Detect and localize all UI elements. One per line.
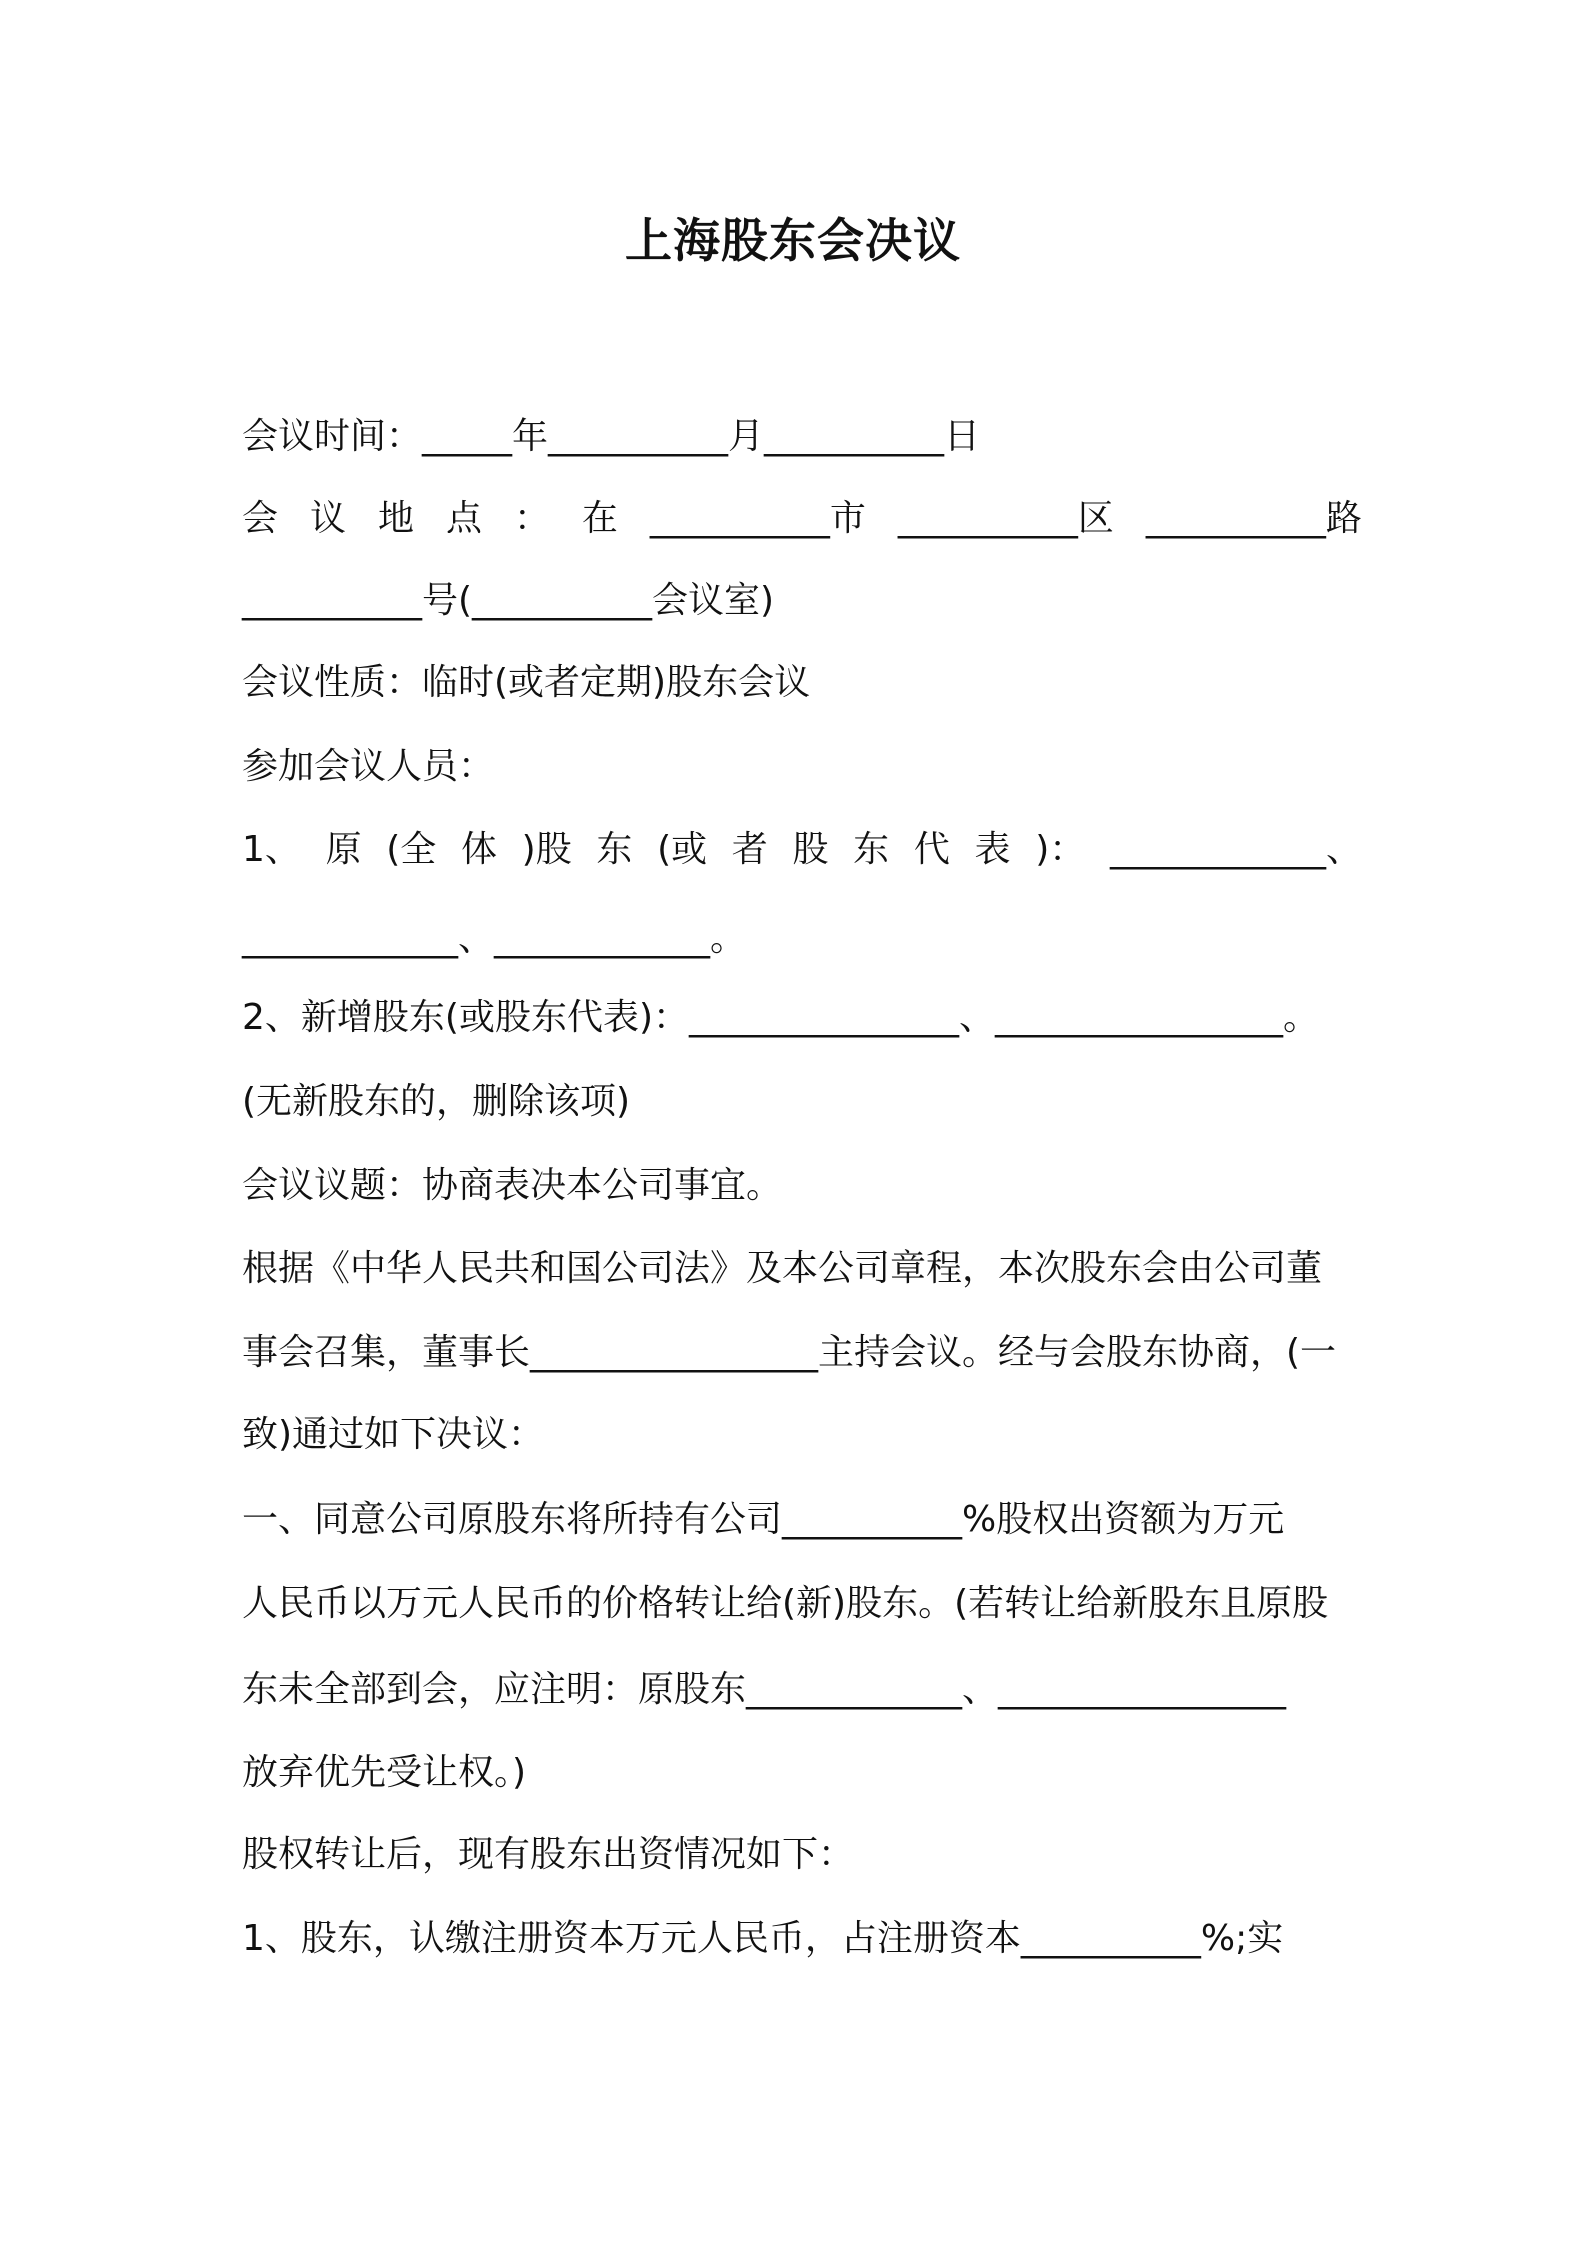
document-title: 上海股东会决议 (625, 214, 961, 269)
attendees-token: )股 (521, 829, 572, 870)
attendees-token: )： (1035, 829, 1086, 870)
meeting-agenda: 会议议题：协商表决本公司事宜。 (242, 1165, 783, 1206)
shareholder1-line: 1、股东，认缴注册资本万元人民币，占注册资本__________%;实 (242, 1918, 1284, 1959)
attendees-blank: ____________、 (1109, 829, 1362, 870)
meeting-place-char: 会 (242, 498, 279, 539)
attendees-token: 代 (913, 829, 950, 870)
meeting-place-road: __________路 (1145, 498, 1362, 539)
attendees-token: 原 (325, 829, 362, 870)
attendees-token: 表 (974, 829, 1011, 870)
meeting-place-char: ： (513, 498, 550, 539)
meeting-place-line2: __________号(__________会议室) (242, 580, 775, 621)
attendees-token: 股 (792, 829, 829, 870)
meeting-place-line1 (242, 495, 1362, 543)
attendees-item2: 2、新增股东(或股东代表)：_______________、________________。 (242, 997, 1319, 1038)
meeting-place-district: __________区 (897, 498, 1114, 539)
basis-line2: 事会召集，董事长________________主持会议。经与会股东协商，(一 (242, 1332, 1337, 1373)
meeting-time: 会议时间：_____年__________月__________日 (242, 416, 981, 457)
meeting-place-char: 地 (377, 498, 414, 539)
attendees-token: 体 (460, 829, 497, 870)
post-transfer-heading: 股权转让后，现有股东出资情况如下： (242, 1834, 855, 1875)
resolution1-line1: 一、同意公司原股东将所持有公司__________%股权出资额为万元 (242, 1499, 1285, 1540)
attendees-token: 者 (731, 829, 768, 870)
attendees-item1-line1 (242, 826, 1362, 874)
attendees-token: 1、 (242, 829, 301, 870)
attendees-item2-note: (无新股东的，删除该项) (242, 1081, 631, 1122)
meeting-place-char: 在 (581, 498, 618, 539)
attendees-heading: 参加会议人员： (242, 746, 495, 787)
attendees-token: (全 (386, 829, 437, 870)
attendees-token: 东 (596, 829, 633, 870)
resolution1-line4: 放弃优先受让权。) (242, 1752, 527, 1793)
attendees-item1-line2: ____________、____________。 (242, 918, 746, 959)
meeting-place-city: __________市 (649, 498, 866, 539)
basis-line3: 致)通过如下决议： (242, 1414, 545, 1455)
attendees-token: (或 (657, 829, 708, 870)
meeting-place-char: 议 (309, 498, 346, 539)
meeting-place-char: 点 (445, 498, 482, 539)
basis-line1: 根据《中华人民共和国公司法》及本公司章程，本次股东会由公司董 (242, 1248, 1323, 1289)
attendees-token: 东 (853, 829, 890, 870)
resolution1-line2: 人民币以万元人民币的价格转让给(新)股东。(若转让给新股东且原股 (242, 1583, 1329, 1624)
meeting-nature: 会议性质：临时(或者定期)股东会议 (242, 662, 811, 703)
resolution1-line3: 东未全部到会，应注明：原股东____________、________________ (242, 1669, 1287, 1710)
